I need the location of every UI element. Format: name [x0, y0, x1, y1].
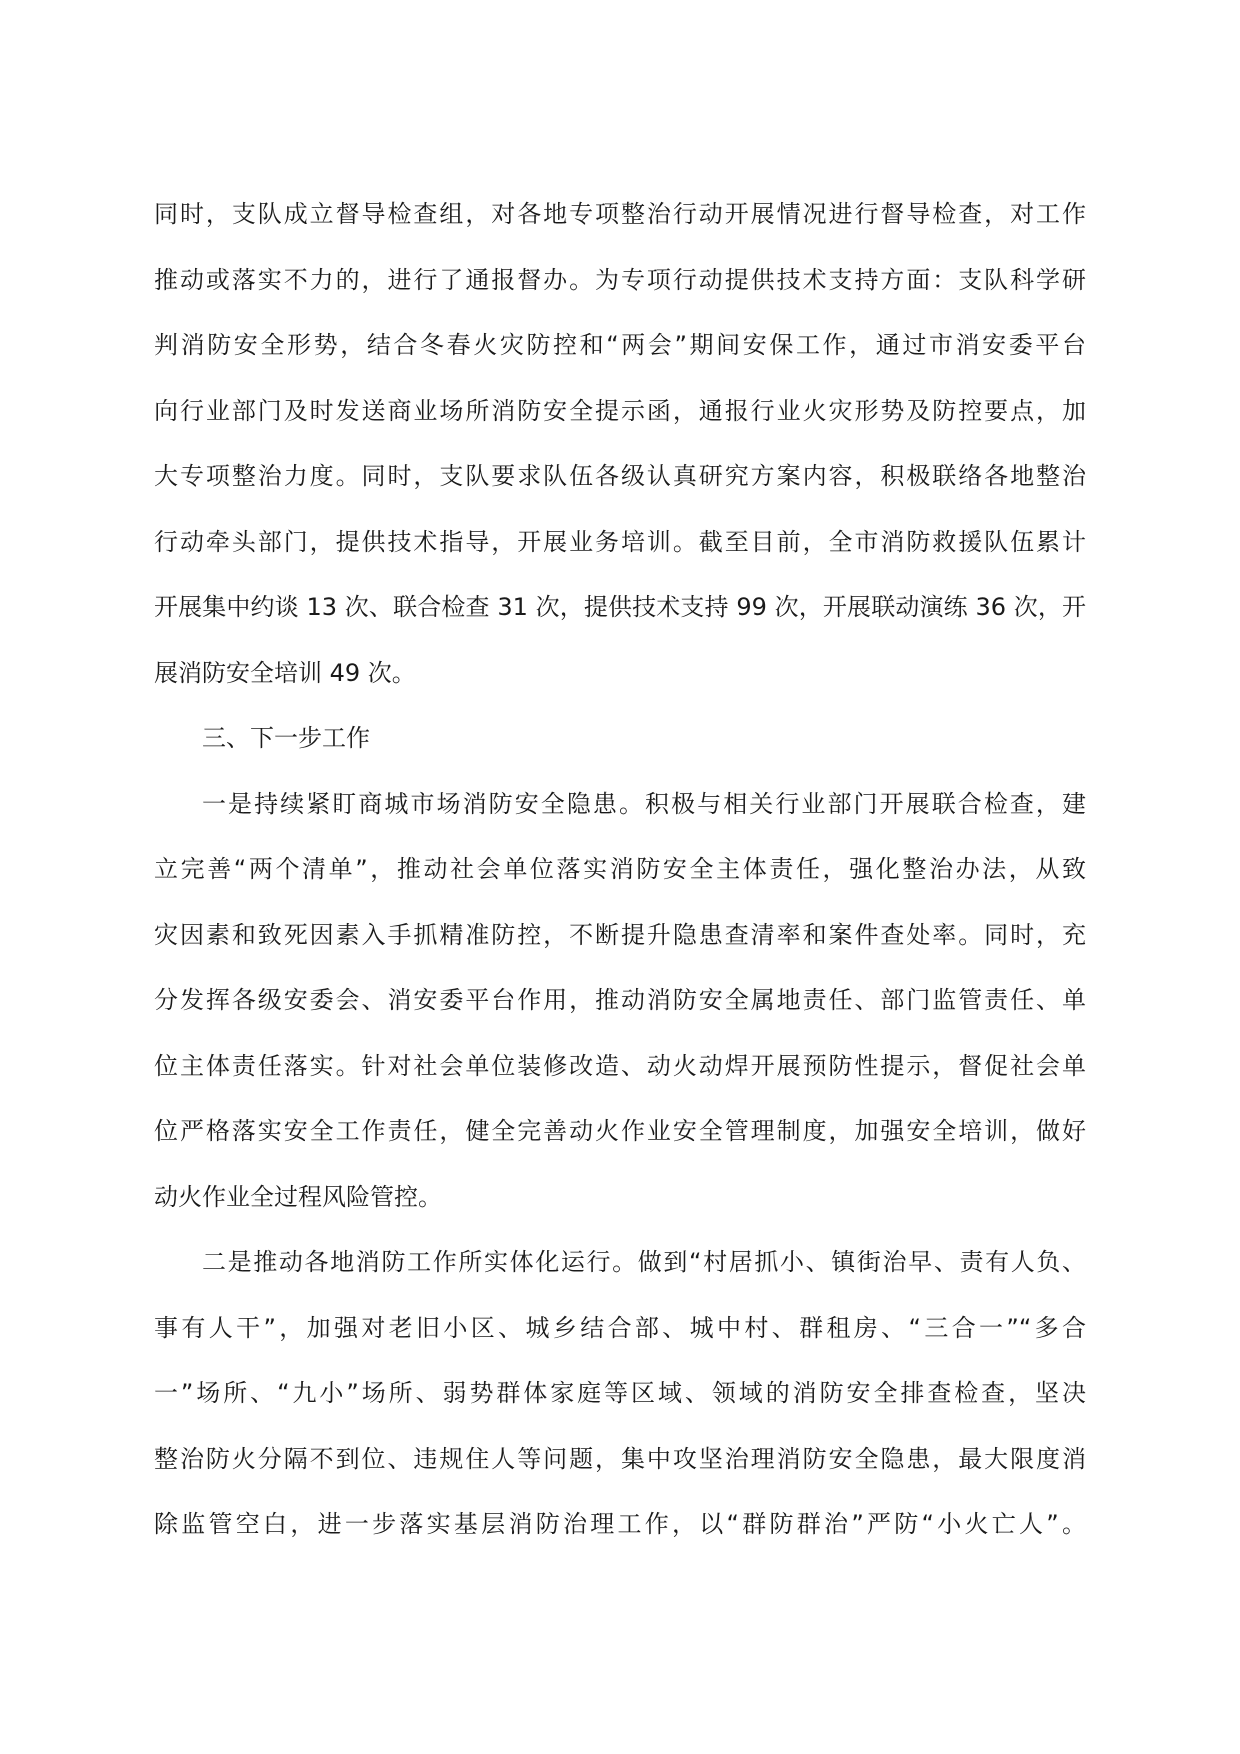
text-line: 立完善“两个清单”，推动社会单位落实消防安全主体责任，强化整治办法，从致 — [154, 855, 1086, 883]
paragraph-supervision — [154, 182, 1086, 706]
text-line: 分发挥各级安委会、消安委平台作用，推动消防安全属地责任、部门监管责任、单 — [154, 986, 1086, 1014]
text-line: 灾因素和致死因素入手抓精准防控，不断提升隐患查清率和案件查处率。同时，充 — [154, 920, 1086, 949]
text-line: 二是推动各地消防工作所实体化运行。做到“村居抓小、镇街治早、责有人负、 — [202, 1248, 1086, 1276]
text-line: 判消防安全形势，结合冬春火灾防控和“两会”期间安保工作，通过市消安委平台 — [154, 331, 1086, 359]
paragraph-fire-stations — [154, 1230, 1086, 1558]
section-heading-next-steps — [154, 706, 1086, 772]
text-line: 整治防火分隔不到位、违规住人等问题，集中攻坚治理消防安全隐患，最大限度消 — [154, 1444, 1086, 1473]
document-body — [154, 182, 1086, 1558]
text-line: 向行业部门及时发送商业场所消防安全提示函，通报行业火灾形势及防控要点，加 — [154, 396, 1086, 425]
paragraph-market-hazards — [154, 772, 1086, 1231]
text-line: 行动牵头部门，提供技术指导，开展业务培训。截至目前，全市消防救援队伍累计 — [154, 527, 1086, 556]
text-line: 除监管空白，进一步落实基层消防治理工作，以“群防群治”严防“小火亡人”。 — [154, 1510, 1086, 1538]
text-line: 一”场所、“九小”场所、弱势群体家庭等区域、领域的消防安全排查检查，坚决 — [154, 1379, 1086, 1407]
text-line: 位严格落实安全工作责任，健全完善动火作业安全管理制度，加强安全培训，做好 — [154, 1117, 1086, 1145]
text-line: 推动或落实不力的，进行了通报督办。为专项行动提供技术支持方面：支队科学研 — [154, 265, 1086, 294]
text-line: 事有人干”，加强对老旧小区、城乡结合部、城中村、群租房、“三合一”“多合 — [154, 1313, 1086, 1342]
text-line: 大专项整治力度。同时，支队要求队伍各级认真研究方案内容，积极联络各地整治 — [154, 462, 1086, 490]
heading-line: 三、下一步工作 — [202, 724, 370, 752]
text-line: 一是持续紧盯商城市场消防安全隐患。积极与相关行业部门开展联合检查，建 — [202, 789, 1086, 818]
text-line: 展消防安全培训 49 次。 — [154, 658, 416, 687]
text-line: 位主体责任落实。针对社会单位装修改造、动火动焊开展预防性提示，督促社会单 — [154, 1051, 1086, 1080]
text-line: 动火作业全过程风险管控。 — [154, 1182, 442, 1211]
text-line: 同时，支队成立督导检查组，对各地专项整治行动开展情况进行督导检查，对工作 — [154, 200, 1086, 228]
text-line: 开展集中约谈 13 次、联合检查 31 次，提供技术支持 99 次，开展联动演练 36 次，开 — [154, 593, 1086, 621]
